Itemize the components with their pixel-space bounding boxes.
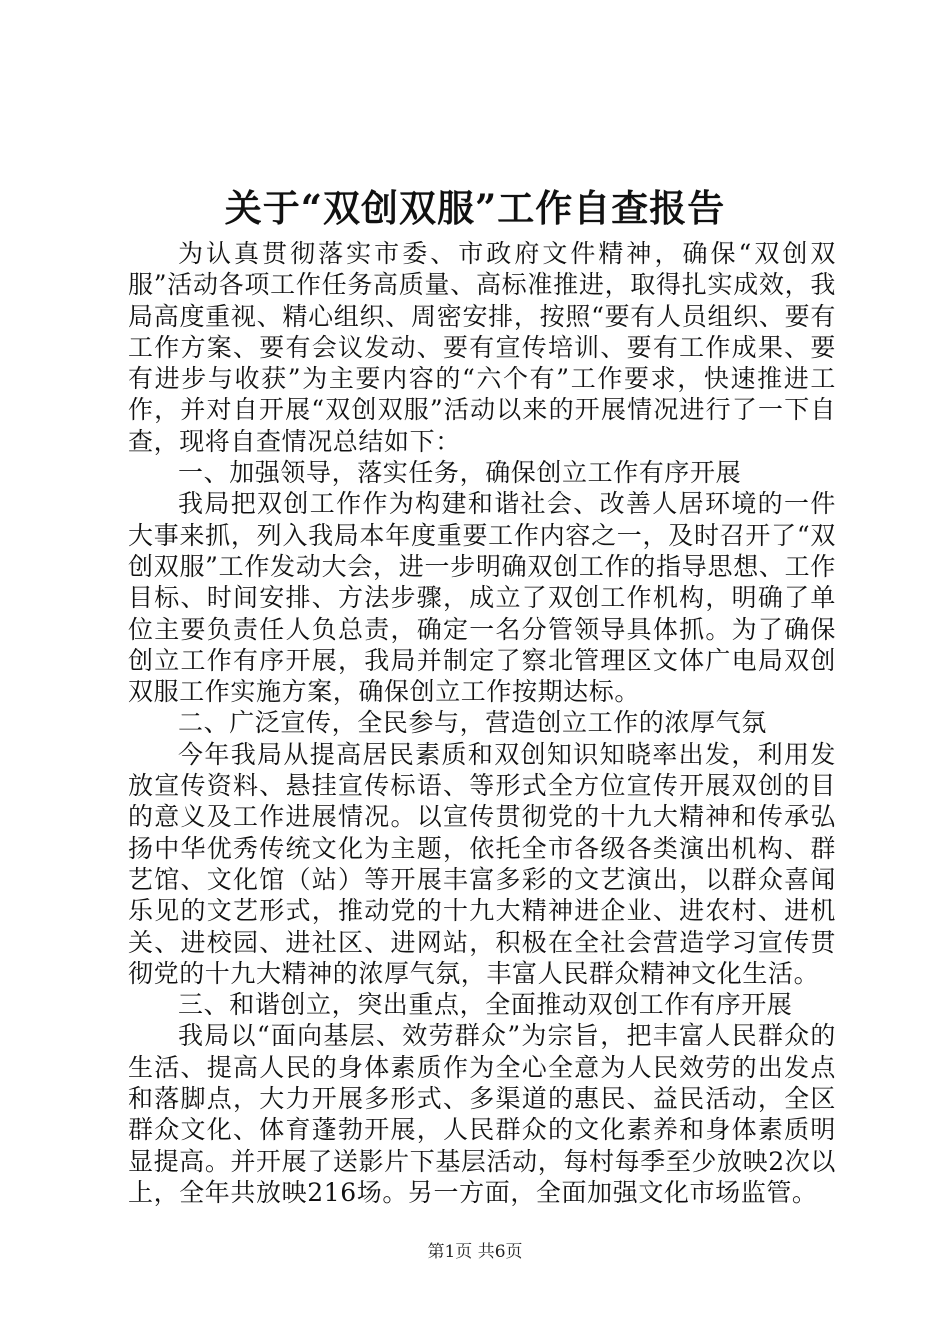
section-1-paragraph: 我局把双创工作作为构建和谐社会、改善人居环境的一件大事来抓，列入我局本年度重要工作内容之一，及时召开了“双创双服”工作发动大会，进一步明确双创工作的指导思想、工作目标、时间安排、方法步骤，成立了双创工作机构，明确了单位主要负责任人负总责，确定一名分管领导具体抓。为了确保创立工作有序开展，我局并制定了察北管理区文体广电局双创双服工作实施方案，确保创立工作按期达标。: [128, 489, 836, 707]
section-2-paragraph: 今年我局从提高居民素质和双创知识知晓率出发，利用发放宣传资料、悬挂宣传标语、等形式全方位宣传开展双创的目的意义及工作进展情况。以宣传贯彻党的十九大精神和传承弘扬中华优秀传统文化为主题，依托全市各级各类演出机构、群艺馆、文化馆（站）等开展丰富多彩的文艺演出，以群众喜闻乐见的文艺形式，推动党的十九大精神进企业、进农村、进机关、进校园、进社区、进网站，积极在全社会营造学习宣传贯彻党的十九大精神的浓厚气氛，丰富人民群众精神文化生活。: [128, 739, 836, 988]
section-3-paragraph: 我局以“面向基层、效劳群众”为宗旨，把丰富人民群众的生活、提高人民的身体素质作为全心全意为人民效劳的出发点和落脚点，大力开展多形式、多渠道的惠民、益民活动，全区群众文化、体育蓬勃开展，人民群众的文化素养和身体素质明显提高。并开展了送影片下基层活动，每村每季至少放映2次以上，全年共放映216场。另一方面，全面加强文化市场监管。: [128, 1021, 836, 1207]
document-body: [128, 238, 836, 1208]
section-heading-2: 二、广泛宣传，全民参与，营造创立工作的浓厚气氛: [178, 708, 767, 738]
page-number-footer: 第1页 共6页: [427, 1242, 523, 1262]
intro-paragraph: 为认真贯彻落实市委、市政府文件精神，确保“双创双服”活动各项工作任务高质量、高标准推进，取得扎实成效，我局高度重视、精心组织、周密安排，按照“要有人员组织、要有工作方案、要有会议发动、要有宣传培训、要有工作成果、要有进步与收获”为主要内容的“六个有”工作要求，快速推进工作，并对自开展“双创双服”活动以来的开展情况进行了一下自查，现将自查情况总结如下：: [128, 239, 836, 456]
document-title: 关于“双创双服”工作自查报告: [224, 186, 726, 230]
section-heading-1: 一、加强领导，落实任务，确保创立工作有序开展: [178, 458, 742, 488]
section-heading-3: 三、和谐创立，突出重点，全面推动双创工作有序开展: [178, 990, 793, 1020]
